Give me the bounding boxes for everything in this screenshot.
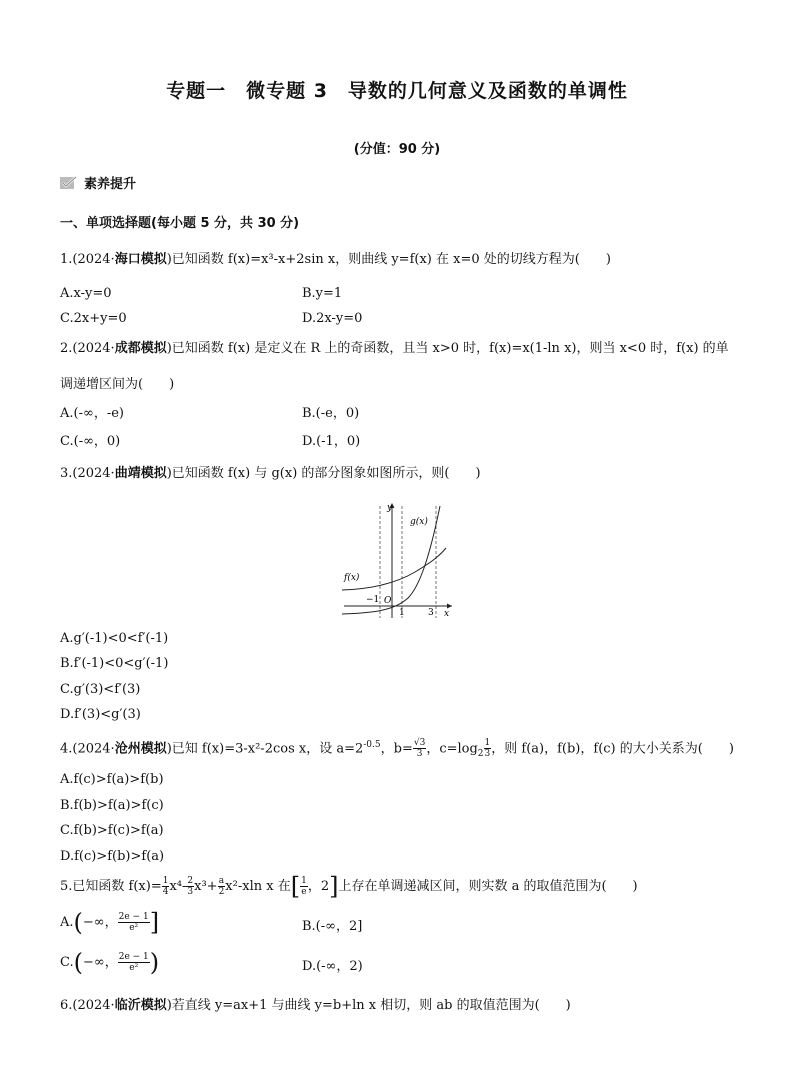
score-label: (分值：90 分) <box>353 142 441 157</box>
tick-label-3: 3 <box>428 608 434 618</box>
question-3-option-d[interactable]: D.f′(3)<g′(3) <box>60 707 141 722</box>
section-tag <box>60 173 136 192</box>
close-bracket: ] <box>149 908 160 937</box>
question-1-text: )已知函数 f(x)=x³-x+2sin x，则曲线 y=f(x) 在 x=0 处的切线方程为( ) <box>166 252 611 267</box>
x-axis-label: x <box>444 609 450 619</box>
f-curve <box>342 548 446 590</box>
fraction-denominator: 2 <box>218 887 225 897</box>
question-4-log-base: 2 <box>477 748 484 759</box>
fraction-denominator: e <box>301 887 307 897</box>
option-c-mid: −∞， <box>83 955 118 970</box>
function-graph <box>340 500 460 622</box>
question-5-fraction-2 <box>186 876 194 897</box>
fraction-numerator: 2e − 1 <box>118 912 149 922</box>
option-a-fraction <box>118 912 150 933</box>
question-1 <box>60 251 611 269</box>
question-3-option-c[interactable]: C.g′(3)<f′(3) <box>60 682 141 697</box>
fraction-denominator: 3 <box>484 749 491 760</box>
question-1-option-b[interactable]: B.y=1 <box>302 286 343 301</box>
fraction-numerator: 2e − 1 <box>118 952 149 962</box>
question-6-lead: 6.(2024· <box>60 998 115 1013</box>
question-4-text-b: ，b= <box>380 741 413 757</box>
question-5-fraction-4 <box>300 876 308 897</box>
option-a-mid: −∞， <box>82 915 118 930</box>
fraction-numerator: a <box>218 876 225 886</box>
question-3-source: 曲靖模拟 <box>114 466 167 481</box>
close-paren: ) <box>149 948 160 977</box>
part-heading: 一、单项选择题(每小题 5 分，共 30 分) <box>60 216 300 231</box>
question-4-option-b[interactable]: B.f(b)>f(a)>f(c) <box>60 798 164 813</box>
question-5-option-a[interactable] <box>60 908 160 937</box>
question-3-text: )已知函数 f(x) 与 g(x) 的部分图象如图所示，则( ) <box>166 466 481 481</box>
question-4-text-c: ，c=log <box>426 741 478 757</box>
question-6-source: 临沂模拟 <box>114 998 167 1013</box>
question-2-option-a[interactable]: A.(-∞，-e) <box>60 406 124 421</box>
question-3 <box>60 465 481 483</box>
question-5 <box>60 872 638 901</box>
option-c-prefix: C. <box>60 955 74 970</box>
open-paren: ( <box>73 948 83 977</box>
y-axis-label: y <box>387 503 393 513</box>
question-4 <box>60 736 734 763</box>
question-3-option-a[interactable]: A.g′(-1)<0<f′(-1) <box>60 631 169 646</box>
question-3-option-b[interactable]: B.f′(-1)<0<g′(-1) <box>60 656 169 671</box>
question-5-option-b[interactable]: B.(-∞，2] <box>302 919 363 934</box>
question-1-option-a[interactable]: A.x-y=0 <box>60 286 112 301</box>
question-5-option-c[interactable] <box>60 948 160 977</box>
question-5-text-c: x³+ <box>194 879 218 894</box>
option-a-prefix: A. <box>60 915 74 930</box>
tick-label-neg1: −1 <box>366 595 380 605</box>
question-5-text-e: ，2 <box>307 879 330 894</box>
question-1-option-d[interactable]: D.2x-y=0 <box>302 311 363 326</box>
question-2 <box>60 340 729 358</box>
interval-close-bracket: ] <box>329 872 339 901</box>
question-2-source: 成都模拟 <box>114 341 167 356</box>
question-4-option-a[interactable]: A.f(c)>f(a)>f(b) <box>60 772 164 787</box>
question-5-text-a: 5.已知函数 f(x)= <box>60 879 162 894</box>
question-5-text-d: x²-xln x 在 <box>225 879 291 894</box>
question-5-text-f: 上存在单调递减区间，则实数 a 的取值范围为( ) <box>338 879 638 894</box>
question-2-option-d[interactable]: D.(-1，0) <box>302 434 361 449</box>
fraction-denominator: e² <box>129 923 139 933</box>
page-title: 专题一 微专题 3 导数的几何意义及函数的单调性 <box>166 80 628 102</box>
question-6-text: )若直线 y=ax+1 与曲线 y=b+ln x 相切，则 ab 的取值范围为( ) <box>166 998 571 1013</box>
interval-open-bracket: [ <box>290 872 301 901</box>
question-4-option-d[interactable]: D.f(c)>f(b)>f(a) <box>60 849 165 864</box>
question-6 <box>60 997 571 1015</box>
question-2-text: )已知函数 f(x) 是定义在 R 上的奇函数，且当 x>0 时，f(x)=x(1-ln x)，则当 x<0 时，f(x) 的单 <box>166 341 729 356</box>
option-c-fraction <box>118 952 150 973</box>
section-tag-label: 素养提升 <box>84 177 137 192</box>
question-4-source: 沧州模拟 <box>114 741 167 757</box>
question-1-source: 海口模拟 <box>114 252 167 267</box>
fraction-numerator: √3 <box>413 738 426 749</box>
question-4-lead: 4.(2024· <box>60 741 115 757</box>
question-2-option-b[interactable]: B.(-e，0) <box>302 406 360 421</box>
question-4-exponent: -0.5 <box>363 740 381 750</box>
question-2-text-cont: 调递增区间为( ) <box>60 377 175 392</box>
fraction-denominator: 3 <box>187 887 194 897</box>
open-paren: ( <box>73 908 83 937</box>
question-1-lead: 1.(2024· <box>60 252 115 267</box>
tick-label-1: 1 <box>399 608 405 618</box>
question-2-option-c[interactable]: C.(-∞，0) <box>60 434 121 449</box>
question-5-text-b: x⁴- <box>169 879 187 894</box>
fraction-numerator: 1 <box>162 876 169 886</box>
fraction-denominator: 3 <box>416 749 423 760</box>
question-2-lead: 2.(2024· <box>60 341 115 356</box>
g-label: g(x) <box>410 517 428 527</box>
x-axis-arrow <box>447 604 452 609</box>
question-3-lead: 3.(2024· <box>60 466 115 481</box>
question-4-option-c[interactable]: C.f(b)>f(c)>f(a) <box>60 823 164 838</box>
question-4-text-d: ，则 f(a)，f(b)，f(c) 的大小关系为( ) <box>491 741 734 757</box>
fraction-denominator: 4 <box>162 887 169 897</box>
question-1-option-c[interactable]: C.2x+y=0 <box>60 311 127 326</box>
question-5-option-d[interactable]: D.(-∞，2) <box>302 959 363 974</box>
fraction-denominator: e² <box>129 963 139 973</box>
origin-label: O <box>384 596 392 606</box>
question-4-text-a: )已知 f(x)=3-x²-2cos x，设 a=2 <box>166 741 364 757</box>
checklist-icon <box>60 176 78 190</box>
question-4-fraction-b <box>413 738 426 759</box>
fraction-numerator: 1 <box>301 876 307 886</box>
fraction-numerator: 2 <box>187 876 194 886</box>
fraction-numerator: 1 <box>484 738 491 749</box>
f-label: f(x) <box>344 573 360 583</box>
